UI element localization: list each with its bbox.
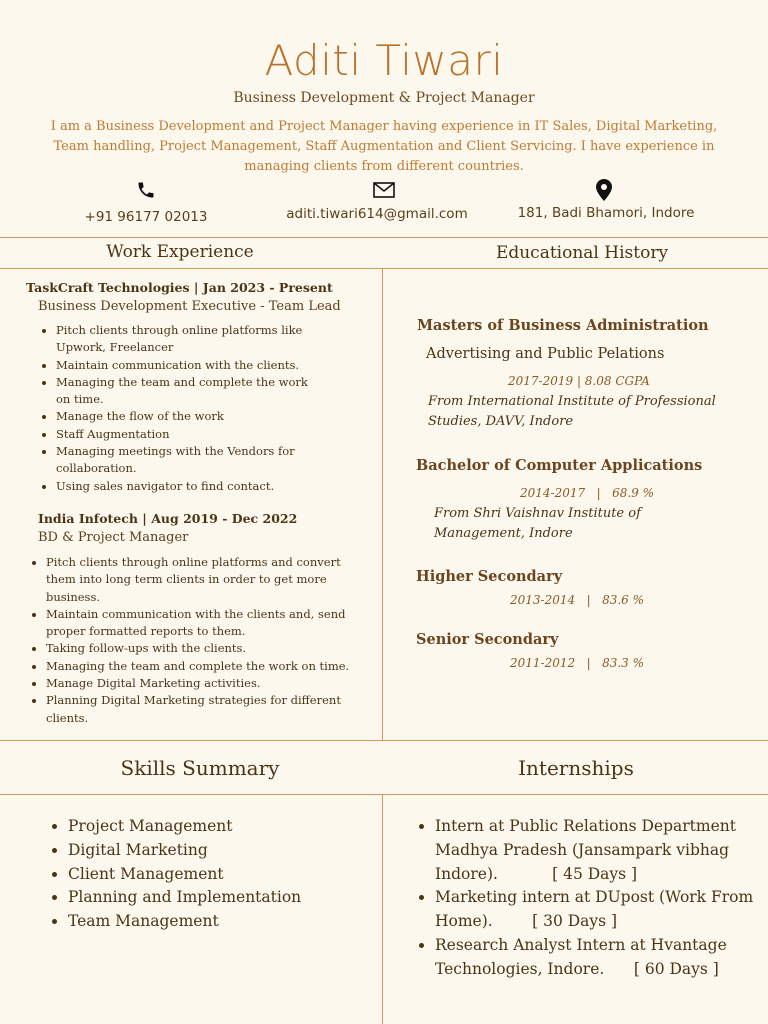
list-item: • Planning Digital Marketing strategies for different clients. [46, 692, 366, 727]
education-institute: From International Institute of Professional Studies, DAVV, Indore [428, 394, 716, 429]
education-degree: Bachelor of Computer Applications [416, 457, 703, 474]
resume-title: Business Development & Project Manager [233, 90, 535, 106]
list-item: • Digital Marketing [68, 839, 378, 863]
resume-name: Aditi Tiwari [264, 36, 504, 85]
education-year: 2017-2019 | 8.08 CGPA [508, 374, 650, 388]
list-item: • Manage Digital Marketing activities. [46, 675, 366, 692]
divider-column-top [382, 268, 383, 740]
list-item: • Intern at Public Relations Department Madhya Pradesh (Jansampark vibhag Indore). [ 45 Days ] [435, 815, 755, 886]
email-address[interactable]: aditi.tiwari614@gmail.com [286, 206, 468, 222]
profile-summary: I am a Business Development and Project Manager having experience in IT Sales, Digital Marketing, Team handling, Project Management, Staff Augmentation and Client Servicing. I have experience in managing clients from different countries. [50, 119, 718, 174]
divider-lower-head [0, 794, 768, 795]
job-role: Business Development Executive - Team Lead [38, 299, 341, 314]
list-item: • Managing the team and complete the work on time. [46, 658, 366, 675]
list-item: • Planning and Implementation [68, 886, 378, 910]
list-item: • Team Management [68, 910, 378, 934]
education-year: 2014-2017 | 68.9 % [520, 486, 654, 500]
list-item: • Managing meetings with the Vendors for collaboration. [56, 443, 321, 478]
email-icon [373, 182, 395, 198]
job-role: BD & Project Manager [38, 530, 189, 545]
education-heading: Educational History [495, 243, 669, 263]
job-company: TaskCraft Technologies | Jan 2023 - Present [26, 280, 333, 295]
divider-section-head [0, 268, 768, 269]
work-experience-heading: Work Experience [106, 242, 254, 262]
job-company: India Infotech | Aug 2019 - Dec 2022 [38, 511, 298, 526]
divider-column-bottom [382, 794, 383, 1024]
phone-icon [136, 180, 156, 200]
list-item: • Marketing intern at DUpost (Work From Home). [ 30 Days ] [435, 886, 755, 934]
list-item: • Staff Augmentation [56, 426, 321, 443]
internships-heading: Internships [518, 756, 634, 780]
list-item: • Maintain communication with the clients and, send proper formatted reports to them. [46, 606, 366, 641]
list-item: • Taking follow-ups with the clients. [46, 640, 366, 657]
list-item: • Client Management [68, 863, 378, 887]
address: 181, Badi Bhamori, Indore [517, 205, 695, 221]
list-item: • Managing the team and complete the work on time. [56, 374, 321, 409]
list-item: • Manage the flow of the work [56, 408, 321, 425]
education-degree: Masters of Business Administration [417, 317, 709, 334]
internships-list [415, 815, 759, 982]
divider-middle [0, 740, 768, 741]
phone-number[interactable]: +91 96177 02013 [84, 209, 208, 225]
job-duties-list [28, 554, 366, 727]
education-year: 2013-2014 | 83.6 % [510, 593, 644, 607]
education-degree: Senior Secondary [416, 631, 559, 648]
education-field: Advertising and Public Pelations [426, 346, 665, 362]
list-item: • Maintain communication with the clients. [56, 357, 321, 374]
list-item: • Pitch clients through online platforms and convert them into long term clients in order to get more business. [46, 554, 366, 606]
education-degree: Higher Secondary [416, 568, 563, 585]
divider-top [0, 237, 768, 238]
skills-list [48, 815, 378, 934]
skills-heading: Skills Summary [120, 756, 280, 780]
location-pin-icon [596, 179, 612, 201]
list-item: • Pitch clients through online platforms like Upwork, Freelancer [56, 322, 321, 357]
education-year: 2011-2012 | 83.3 % [510, 656, 644, 670]
list-item: • Using sales navigator to find contact. [56, 478, 321, 495]
list-item: • Project Management [68, 815, 378, 839]
job-duties-list [38, 322, 321, 495]
education-institute: From Shri Vaishnav Institute of Management, Indore [434, 506, 641, 541]
list-item: • Research Analyst Intern at Hvantage Technologies, Indore. [ 60 Days ] [435, 934, 755, 982]
